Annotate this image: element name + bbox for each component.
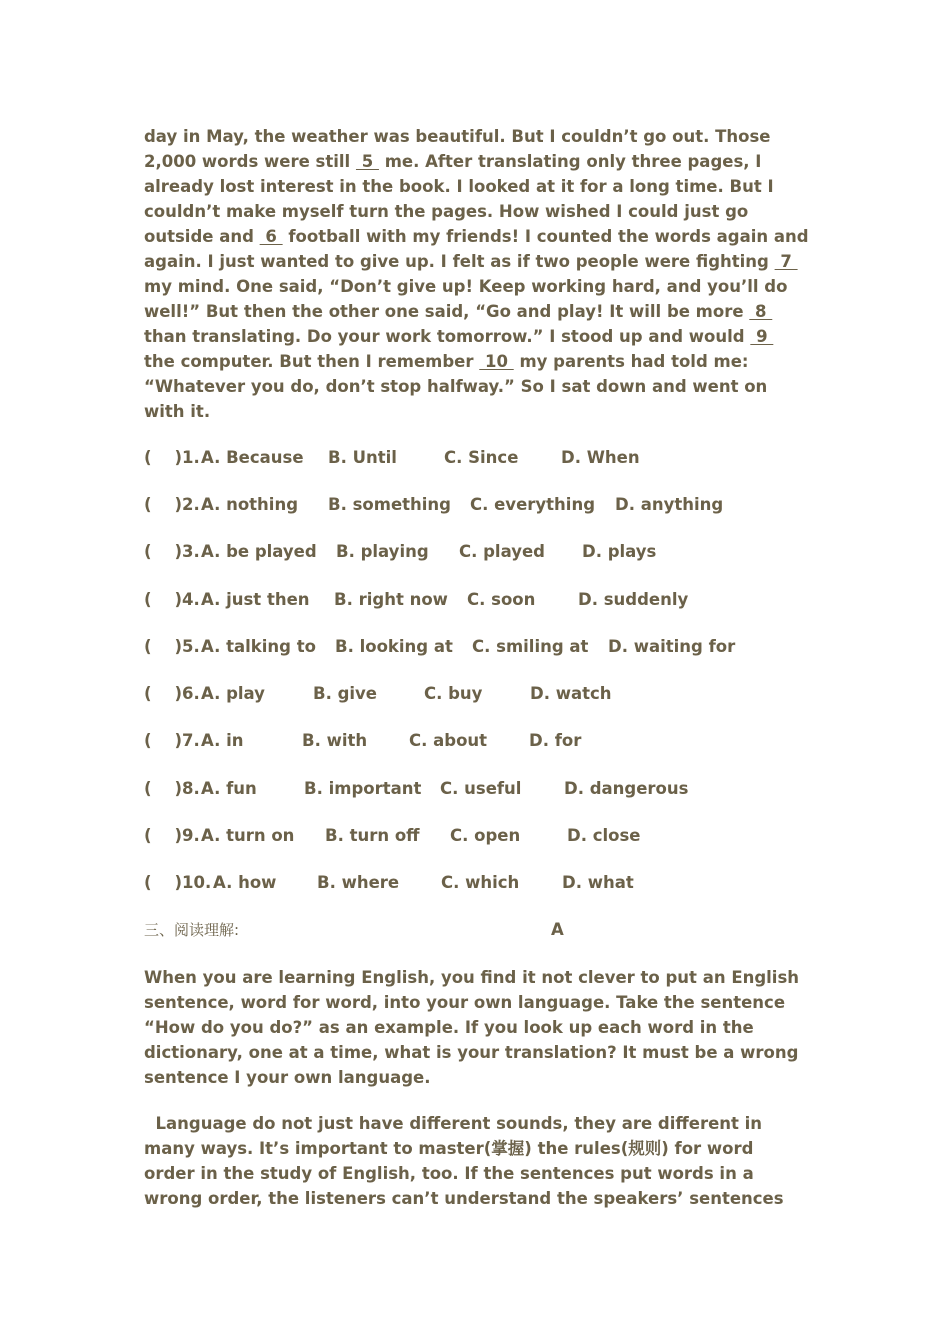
option-d: D. for bbox=[529, 731, 582, 750]
question-number: ( )7. bbox=[144, 731, 200, 750]
question-row bbox=[144, 681, 612, 706]
question-row bbox=[144, 634, 736, 659]
option-c: C. open bbox=[450, 826, 521, 845]
question-number: ( )3. bbox=[144, 542, 200, 561]
question-number: ( )4. bbox=[144, 590, 200, 609]
option-b: B. important bbox=[304, 779, 422, 798]
blank-8: 8 bbox=[749, 302, 773, 321]
question-number: ( )6. bbox=[144, 684, 200, 703]
passage-text: day in May, the weather was beautiful. But I couldn’t go out. Those 2,000 words were still bbox=[144, 127, 771, 171]
option-d: D. When bbox=[561, 448, 640, 467]
question-row bbox=[144, 823, 641, 848]
passage-label: A bbox=[551, 920, 564, 939]
question-row bbox=[144, 539, 657, 564]
option-d: D. dangerous bbox=[564, 779, 689, 798]
option-d: D. close bbox=[567, 826, 641, 845]
option-b: B. where bbox=[317, 873, 400, 892]
reading-paragraph-2: Language do not just have different sounds, they are different in many ways. It’s important to master(掌握) the rules(规则) for word order in the study of English, too. If the sentences put words in a wrong order, the listeners can’t understand the speakers’ sentences bbox=[144, 1114, 784, 1208]
option-c: C. soon bbox=[467, 590, 536, 609]
option-a: A. turn on bbox=[201, 826, 295, 845]
option-d: D. waiting for bbox=[608, 637, 736, 656]
option-b: B. right now bbox=[334, 590, 448, 609]
option-d: D. plays bbox=[582, 542, 657, 561]
option-a: A. how bbox=[213, 873, 277, 892]
section-heading bbox=[144, 917, 809, 942]
option-b: B. looking at bbox=[335, 637, 453, 656]
option-c: C. which bbox=[441, 873, 520, 892]
option-c: C. useful bbox=[440, 779, 522, 798]
question-number: ( )1. bbox=[144, 448, 200, 467]
option-d: D. suddenly bbox=[578, 590, 689, 609]
question-number: ( )5. bbox=[144, 637, 200, 656]
passage-text: me. After translating only three pages, I already lost interest in the book. I looked at it for a long time. But I couldn’t make myself turn the pages. How wished I could just go outside and bbox=[144, 152, 774, 246]
option-a: A. fun bbox=[201, 779, 257, 798]
option-b: B. give bbox=[313, 684, 378, 703]
option-c: C. smiling at bbox=[472, 637, 589, 656]
question-row bbox=[144, 445, 640, 470]
option-c: C. everything bbox=[470, 495, 595, 514]
question-row bbox=[144, 776, 689, 801]
option-d: D. what bbox=[562, 873, 634, 892]
option-c: C. played bbox=[459, 542, 545, 561]
option-a: A. nothing bbox=[201, 495, 299, 514]
passage-text: my parents had told me: “Whatever you do, don’t stop halfway.” So I sat down and went on with it. bbox=[144, 352, 768, 421]
passage-text: my mind. One said, “Don’t give up! Keep working hard, and you’ll do well!” But then the other one said, “Go and play! It will be more bbox=[144, 277, 788, 321]
blank-5: 5 bbox=[355, 152, 379, 171]
question-row bbox=[144, 728, 582, 753]
option-b: B. Until bbox=[328, 448, 397, 467]
passage-text: than translating. Do your work tomorrow.” I stood up and would bbox=[144, 327, 745, 346]
question-row bbox=[144, 870, 634, 895]
option-a: A. be played bbox=[201, 542, 317, 561]
option-d: D. watch bbox=[530, 684, 612, 703]
question-number: ( )2. bbox=[144, 495, 200, 514]
option-a: A. play bbox=[201, 684, 265, 703]
question-row bbox=[144, 587, 689, 612]
question-number: ( )8. bbox=[144, 779, 200, 798]
reading-paragraph-1: When you are learning English, you find it not clever to put an English sentence, word for word, into your own language. Take the sentence “How do you do?” as an example. If you look up each word in the dictionary, one at a time, what is your translation? It must be a wrong sentence I your own language. bbox=[144, 968, 800, 1087]
section-title: 三、阅读理解: bbox=[144, 921, 240, 939]
blank-9: 9 bbox=[750, 327, 774, 346]
option-b: B. with bbox=[302, 731, 368, 750]
option-a: A. Because bbox=[201, 448, 304, 467]
passage-text: football with my friends! I counted the words again and again. I just wanted to give up. I felt as if two people were fighting bbox=[144, 227, 809, 271]
option-a: A. just then bbox=[201, 590, 310, 609]
option-c: C. Since bbox=[444, 448, 519, 467]
option-c: C. about bbox=[409, 731, 488, 750]
question-number: ( )9. bbox=[144, 826, 200, 845]
option-b: B. playing bbox=[336, 542, 429, 561]
blank-6: 6 bbox=[259, 227, 283, 246]
blank-10: 10 bbox=[479, 352, 514, 371]
option-a: A. in bbox=[201, 731, 244, 750]
option-b: B. something bbox=[328, 495, 451, 514]
question-row bbox=[144, 492, 724, 517]
option-c: C. buy bbox=[424, 684, 483, 703]
blank-7: 7 bbox=[774, 252, 798, 271]
option-a: A. talking to bbox=[201, 637, 316, 656]
option-b: B. turn off bbox=[325, 826, 420, 845]
question-number: ( )10. bbox=[144, 873, 212, 892]
option-d: D. anything bbox=[615, 495, 724, 514]
passage-text: the computer. But then I remember bbox=[144, 352, 474, 371]
cloze-passage bbox=[144, 124, 809, 424]
